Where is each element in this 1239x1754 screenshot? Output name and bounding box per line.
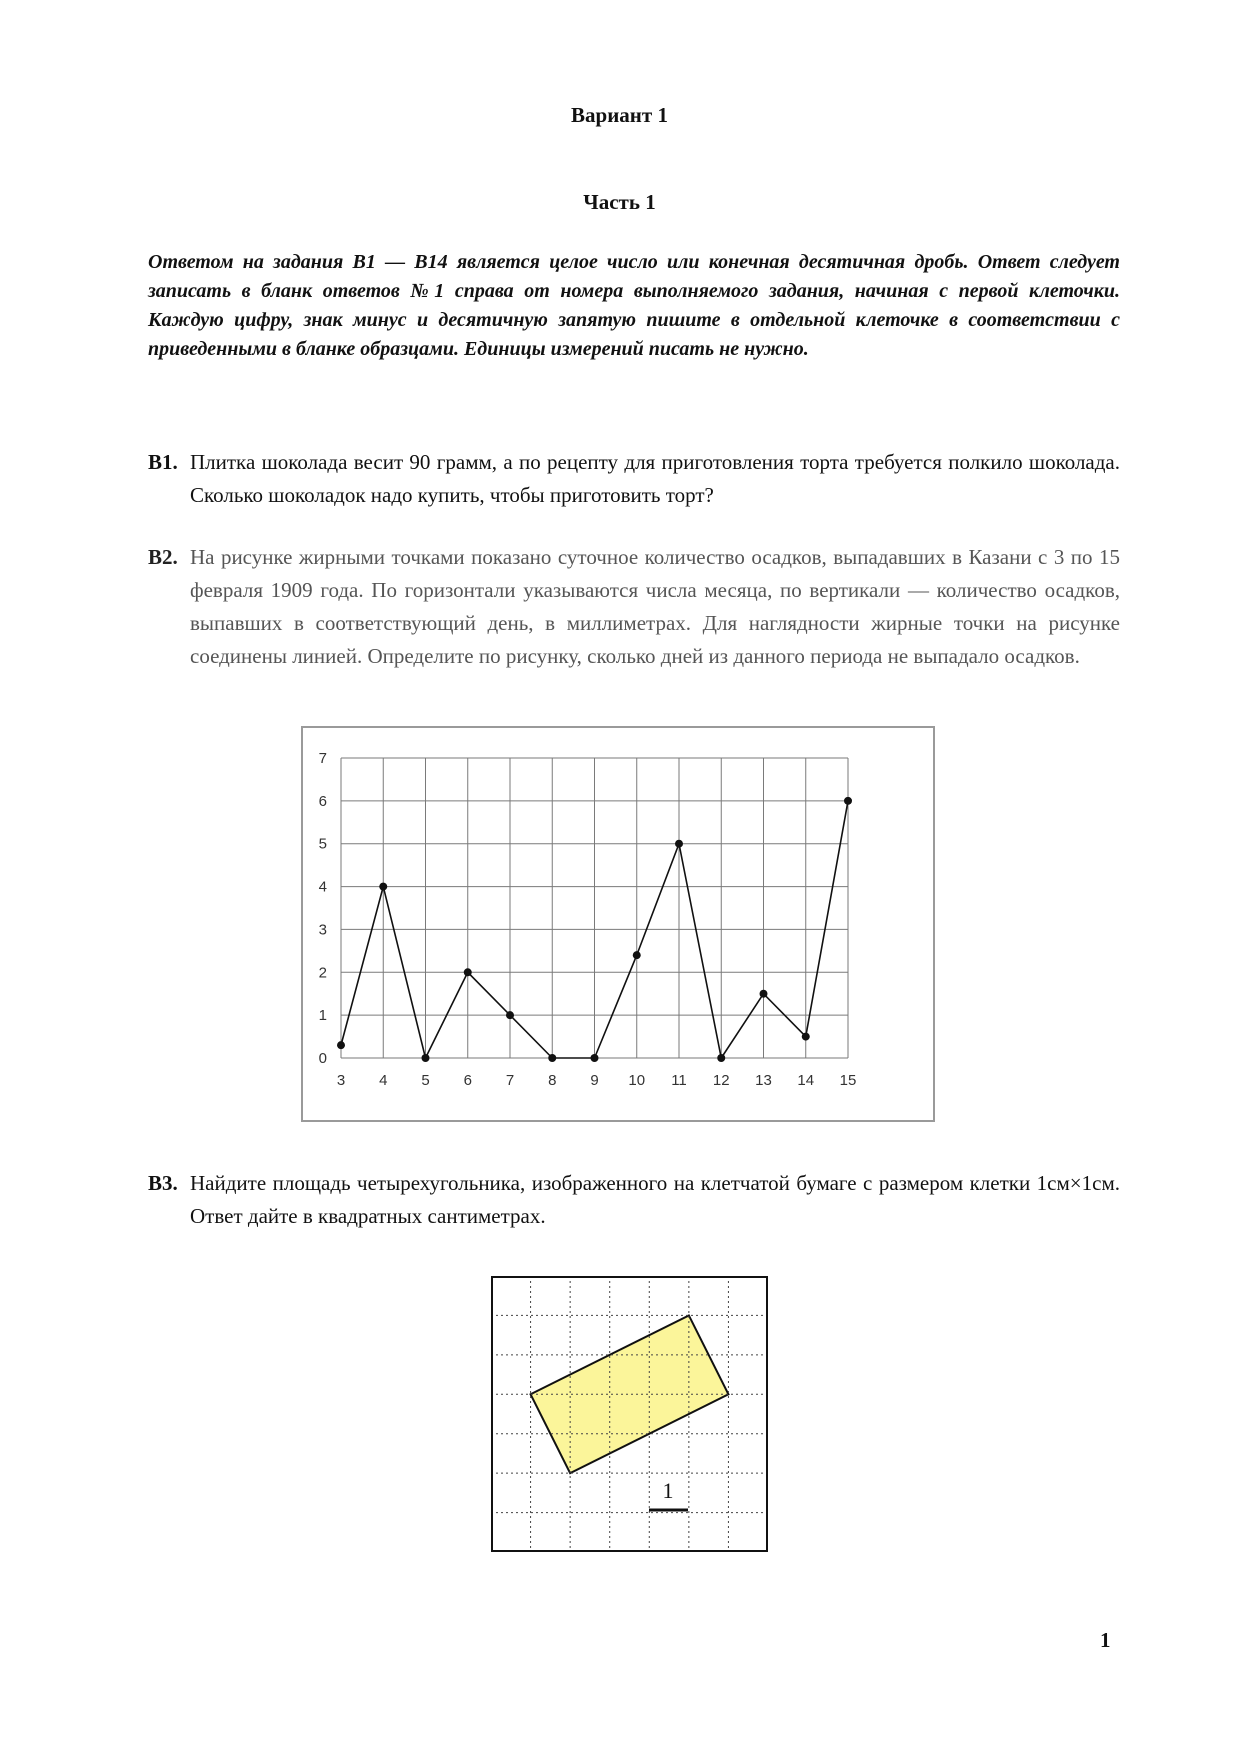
data-point: [464, 968, 472, 976]
x-tick-label: 4: [379, 1072, 388, 1089]
data-point: [422, 1054, 430, 1062]
quadrilateral-figure: [491, 1276, 768, 1552]
y-tick-label: 7: [318, 750, 327, 767]
task-b3: [148, 1167, 1120, 1233]
task-b2-text: На рисунке жирными точками показано суточное количество осадков, выпадавших в Казани с 3 по 15 февраля 1909 года. По горизонтали указываются числа месяца, по вертикали — количество осадков, выпавших в соответствующий день, в миллиметрах. Для наглядности жирные точки на рисунке соединены линией. Определите по рисунку, сколько дней из данного периода не выпадало осадков.: [190, 545, 1120, 668]
x-tick-label: 8: [548, 1072, 557, 1089]
data-point: [337, 1041, 345, 1049]
quadrilateral-shape: [531, 1315, 729, 1473]
data-point: [591, 1054, 599, 1062]
x-tick-label: 14: [797, 1072, 815, 1089]
x-tick-label: 7: [505, 1072, 515, 1089]
variant-title: Вариант 1: [571, 103, 668, 127]
data-point: [844, 797, 852, 805]
task-b3-text: Найдите площадь четырехугольника, изображенного на клетчатой бумаге с размером клетки 1см×1см. Ответ дайте в квадратных сантиметрах.: [190, 1171, 1120, 1228]
x-tick-label: 12: [712, 1072, 730, 1089]
task-b3-number: В3.: [148, 1171, 178, 1195]
data-point: [506, 1011, 514, 1019]
y-tick-label: 1: [318, 1007, 327, 1025]
part-title: Часть 1: [583, 190, 656, 214]
x-tick-label: 15: [839, 1072, 857, 1089]
y-tick-label: 5: [318, 835, 327, 853]
y-tick-label: 3: [318, 921, 327, 939]
y-tick-label: 2: [318, 964, 327, 982]
x-tick-label: 10: [628, 1072, 646, 1089]
x-tick-label: 5: [421, 1072, 430, 1089]
unit-label: 1: [662, 1478, 674, 1503]
precipitation-chart: [301, 726, 935, 1122]
x-tick-label: 3: [336, 1072, 346, 1089]
data-point: [760, 990, 768, 998]
task-b1-number: В1.: [148, 450, 178, 474]
data-point: [633, 951, 641, 959]
quadrilateral-grid-svg: [491, 1276, 768, 1552]
x-tick-label: 9: [590, 1072, 599, 1089]
precipitation-chart-svg: [303, 728, 933, 1120]
data-point: [717, 1054, 725, 1062]
task-b1: [148, 446, 1120, 512]
data-point: [548, 1054, 556, 1062]
data-point: [379, 883, 387, 891]
data-point: [802, 1033, 810, 1041]
x-tick-label: 13: [755, 1072, 772, 1089]
x-tick-label: 6: [463, 1072, 472, 1089]
instructions: Ответом на задания В1 — В14 является целое число или конечная десятичная дробь. Ответ следует записать в бланк ответов №1 справа от номера выполняемого задания, начиная с первой клеточки. Каждую цифру, знак минус и десятичную запятую пишите в отдельной клеточке в соответствии с приведенными в бланке образцами. Единицы измерений писать не нужно.: [148, 251, 1120, 360]
y-tick-label: 4: [318, 878, 327, 896]
task-b2-number: В2.: [148, 545, 178, 569]
task-b1-text: Плитка шоколада весит 90 грамм, а по рецепту для приготовления торта требуется полкило шоколада. Сколько шоколадок надо купить, чтобы приготовить торт?: [190, 450, 1120, 507]
y-tick-label: 6: [318, 792, 327, 810]
data-point: [675, 840, 683, 848]
y-tick-label: 0: [318, 1050, 327, 1067]
task-b2: [148, 541, 1120, 673]
x-tick-label: 11: [671, 1072, 687, 1089]
chart-grid: [341, 758, 848, 1058]
page-number: 1: [1100, 1628, 1111, 1652]
